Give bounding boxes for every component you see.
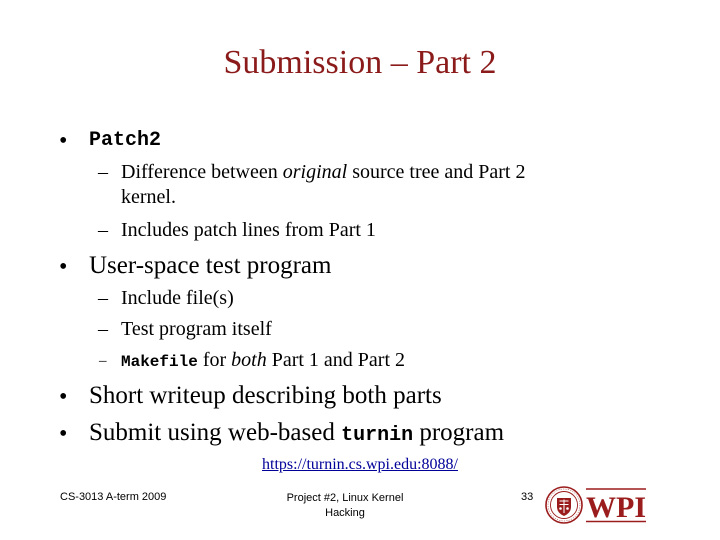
bullet-user-space: User-space test program [89, 252, 332, 279]
dash-glyph: – [98, 219, 108, 241]
slide-title: Submission – Part 2 [223, 44, 497, 81]
svg-text:WPI: WPI [586, 491, 646, 524]
sub-test-program: Test program itself [121, 318, 272, 340]
dash-glyph: – [98, 318, 108, 340]
footer-page-number: 33 [521, 491, 534, 503]
sub-difference: Difference between original source tree and Part 2 [121, 161, 526, 183]
bullet-glyph: • [59, 384, 68, 410]
footer-project-title: Project #2, Linux Kernel Hacking [286, 492, 404, 519]
bullet-patch2: Patch2 [89, 129, 162, 152]
turnin-url-link[interactable]: https://turnin.cs.wpi.edu:8088/ [262, 456, 458, 473]
bullet-glyph: • [59, 254, 68, 280]
bullet-short-writeup: Short writeup describing both parts [89, 382, 442, 409]
sub-includes-patch: Includes patch lines from Part 1 [121, 219, 376, 241]
footer-course: CS-3013 A-term 2009 [60, 491, 167, 503]
wpi-seal-icon [545, 486, 583, 524]
sub-difference-continued: kernel. [121, 186, 176, 208]
sub-makefile: Makefile for both Part 1 and Part 2 [121, 349, 406, 371]
sub-include-files: Include file(s) [121, 287, 234, 309]
bullet-submit-turnin: Submit using web-based turnin program [89, 419, 505, 447]
bullet-glyph: • [59, 421, 68, 447]
dash-glyph: – [98, 161, 108, 183]
bullet-glyph: • [59, 128, 68, 154]
wpi-logo-icon [586, 486, 646, 524]
dash-glyph: – [99, 353, 107, 369]
dash-glyph: – [98, 287, 108, 309]
